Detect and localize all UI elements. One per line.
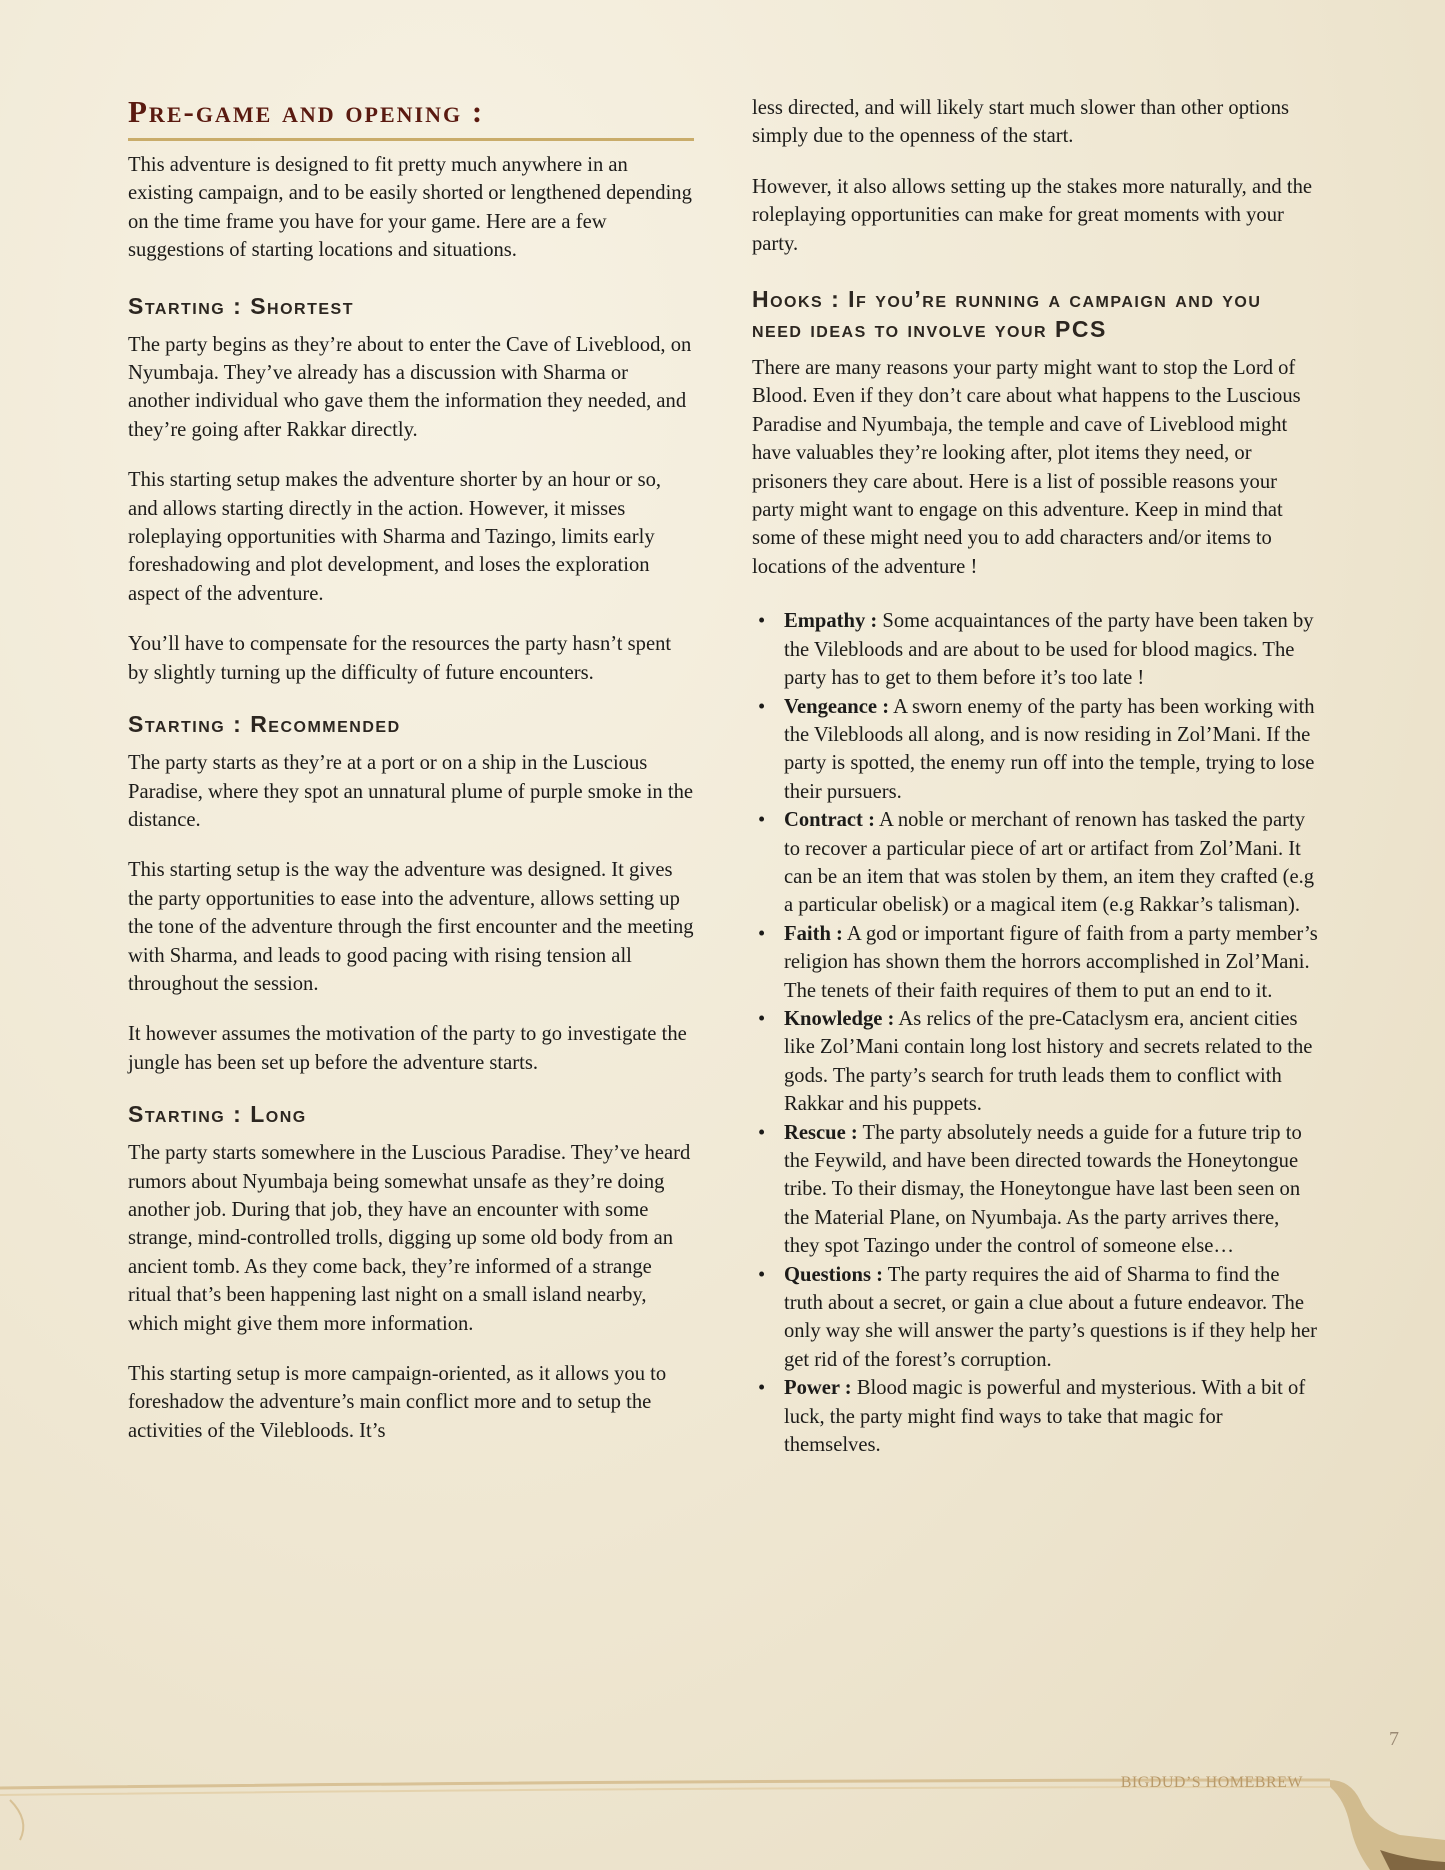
hook-text: A noble or merchant of renown has tasked the party to recover a particular piece of art or artifact from Zol’Mani. It can be an item that was stolen by them, an item they crafted (e.g a particular obelisk) or a magical item (e.g Rakkar’s talisman).: [784, 809, 1315, 917]
hook-text: Some acquaintances of the party have been taken by the Vilebloods and are about to be used for blood magics. The party has to get to them before it’s too late !: [784, 610, 1314, 690]
long-paragraph-1: The party starts somewhere in the Luscious Paradise. They’ve heard rumors about Nyumbaja being somewhat unsafe as they’re doing another job. During that job, they have an encounter with some strange, mind-controlled trolls, digging up some old body from an ancient tomb. As they come back, they’re informed of a strange ritual that’s been happening last night on a small island nearby, which might give them more information.: [128, 1142, 691, 1335]
bullet-icon: •: [758, 809, 766, 832]
heading-hooks: Hooks : If you’re running a campaign and you need ideas to involve your PCS: [752, 286, 1262, 343]
left-column: [128, 94, 694, 1445]
bullet-icon: •: [758, 1121, 766, 1144]
list-item: [752, 1261, 1318, 1375]
list-item: [752, 920, 1318, 1005]
hook-term: Empathy :: [784, 610, 878, 633]
section-title: Pre-game and opening :: [128, 94, 485, 129]
hook-text: The party absolutely needs a guide for a future trip to the Feywild, and have been directed towards the Honeytongue tribe. To their dismay, the Honeytongue have last been seen on the Material Plane, on Nyumbaja. As the party arrives there, they spot Tazingo under the control of someone else…: [784, 1121, 1302, 1258]
page-number: 7: [1389, 1728, 1399, 1750]
hook-term: Questions :: [784, 1263, 883, 1286]
heading-recommended: Starting : Recommended: [128, 711, 401, 738]
footer-ornament-icon: [0, 1740, 1445, 1870]
bullet-icon: •: [758, 695, 766, 718]
shortest-paragraph-3: You’ll have to compensate for the resources the party hasn’t spent by slightly turning up the difficulty of future encounters.: [128, 633, 672, 684]
recommended-paragraph-3: It however assumes the motivation of the party to go investigate the jungle has been set up before the adventure starts.: [128, 1023, 687, 1074]
list-item: [752, 1119, 1318, 1261]
heading-long: Starting : Long: [128, 1101, 307, 1128]
hook-text: As relics of the pre-Cataclysm era, ancient cities like Zol’Mani contain long lost history and secrets related to the gods. The party’s search for truth leads them to conflict with Rakkar and his puppets.: [784, 1007, 1313, 1116]
right-column: [752, 94, 1318, 1459]
continued-paragraph-2: However, it also allows setting up the stakes more naturally, and the roleplaying opportunities can make for great moments with your party.: [752, 175, 1313, 255]
hook-term: Faith :: [784, 922, 843, 945]
list-item: [752, 1374, 1318, 1459]
hook-term: Power :: [784, 1377, 852, 1400]
shortest-paragraph-2: This starting setup makes the adventure shorter by an hour or so, and allows starting directly in the action. However, it misses roleplaying opportunities with Sharma and Tazingo, limits early foreshadowing and plot development, and loses the exploration aspect of the adventure.: [128, 469, 662, 605]
bullet-icon: •: [758, 1377, 766, 1400]
heading-shortest: Starting : Shortest: [128, 292, 354, 319]
hook-term: Rescue :: [784, 1121, 858, 1144]
intro-paragraph: This adventure is designed to fit pretty much anywhere in an existing campaign, and to be easily shorted or lengthened depending on the time frame you have for your game. Here are a few suggestions of starting locations and situations.: [128, 154, 692, 262]
recommended-paragraph-2: This starting setup is the way the adventure was designed. It gives the party opportunities to ease into the adventure, allows setting up the tone of the adventure through the first encounter and the meeting with Sharma, and leads to good pacing with rising tension all throughout the session.: [128, 859, 694, 995]
long-paragraph-2: This starting setup is more campaign-oriented, as it allows you to foreshadow the adventure’s main conflict more and to setup the activities of the Vilebloods. It’s: [128, 1363, 667, 1442]
bullet-icon: •: [758, 610, 766, 633]
hooks-list: [752, 607, 1318, 1459]
bullet-icon: •: [758, 1007, 766, 1030]
hook-text: Blood magic is powerful and mysterious. With a bit of luck, the party might find ways to take that magic for themselves.: [784, 1377, 1306, 1457]
list-item: [752, 1005, 1318, 1119]
hook-text: The party requires the aid of Sharma to find the truth about a secret, or gain a clue about a future endeavor. The only way she will answer the party’s questions is if they help her get rid of the forest’s corruption.: [784, 1263, 1318, 1371]
hook-text: A god or important figure of faith from a party member’s religion has shown them the horrors accomplished in Zol’Mani. The tenets of their faith requires of them to put an end to it.: [784, 922, 1318, 1002]
list-item: [752, 693, 1318, 807]
continued-paragraph-1: less directed, and will likely start much slower than other options simply due to the openness of the start.: [752, 97, 1290, 148]
bullet-icon: •: [758, 922, 766, 945]
list-item: [752, 806, 1318, 920]
footer-label: BIGDUD’S HOMEBREW: [1120, 1774, 1303, 1791]
list-item: [752, 607, 1318, 692]
hook-term: Vengeance :: [784, 695, 890, 718]
hook-term: Knowledge :: [784, 1007, 895, 1030]
recommended-paragraph-1: The party starts as they’re at a port or on a ship in the Luscious Paradise, where they spot an unnatural plume of purple smoke in the distance.: [128, 752, 694, 831]
hook-text: A sworn enemy of the party has been working with the Vilebloods all along, and is now residing in Zol’Mani. If the party is spotted, the enemy run off into the temple, trying to lose their pursuers.: [784, 695, 1315, 803]
bullet-icon: •: [758, 1263, 766, 1286]
hooks-intro: There are many reasons your party might want to stop the Lord of Blood. Even if they don’t care about what happens to the Luscious Paradise and Nyumbaja, the temple and cave of Liveblood might have valuables they’re looking after, plot items they need, or prisoners they care about. Here is a list of possible reasons your party might want to engage on this adventure. Keep in mind that some of these might need you to add characters and/or items to locations of the adventure !: [752, 357, 1301, 578]
hook-term: Contract :: [784, 809, 875, 832]
title-underline: [128, 138, 694, 141]
shortest-paragraph-1: The party begins as they’re about to enter the Cave of Liveblood, on Nyumbaja. They’ve already has a discussion with Sharma or another individual who gave them the information they needed, and they’re going after Rakkar directly.: [128, 333, 692, 441]
